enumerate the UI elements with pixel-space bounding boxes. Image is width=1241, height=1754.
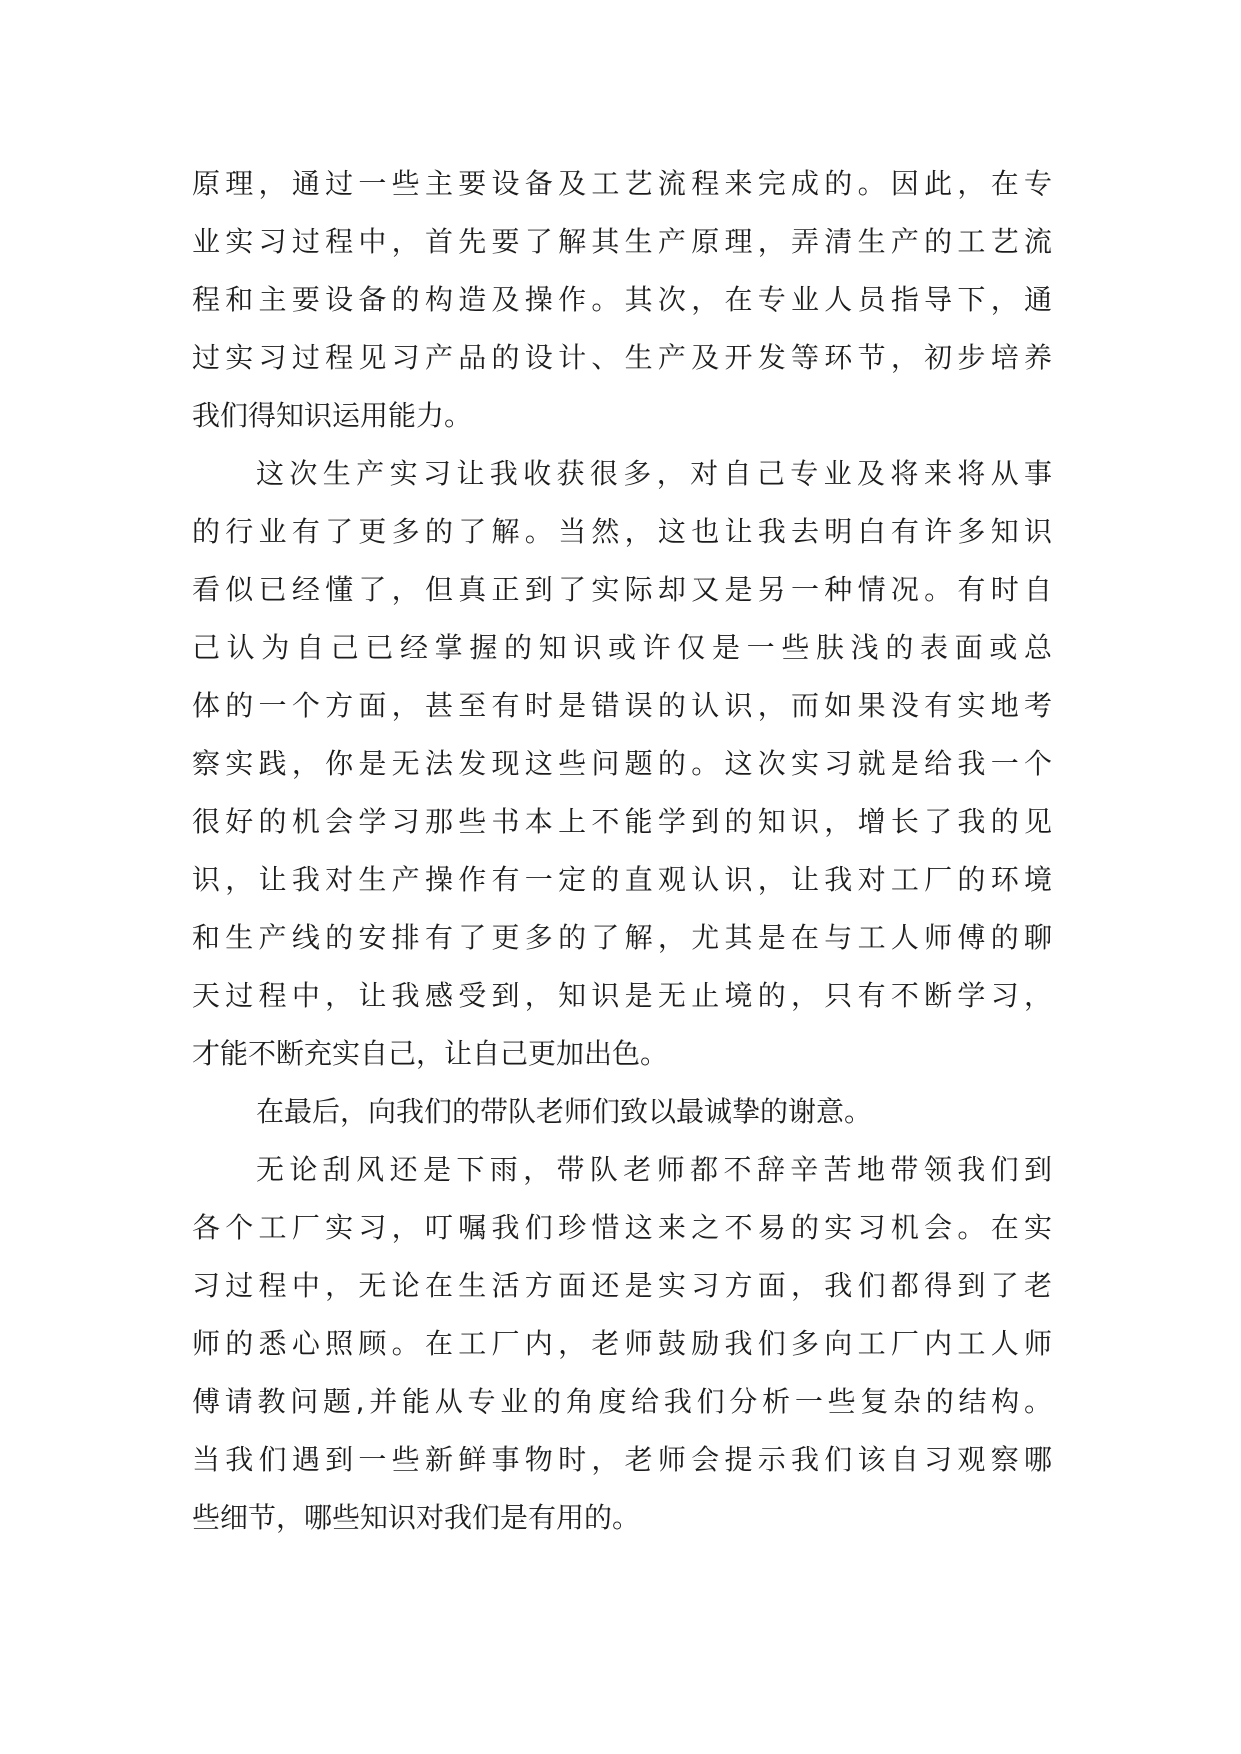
paragraph-2-line-4: 己认为自己已经掌握的知识或许仅是一些肤浅的表面或总 (192, 631, 1052, 664)
paragraph-4-line-2: 各个工厂实习，叮嘱我们珍惜这来之不易的实习机会。在实 (192, 1211, 1052, 1244)
paragraph-2-line-1: 这次生产实习让我收获很多，对自己专业及将来将从事 (256, 457, 1052, 490)
paragraph-1-line-2: 业实习过程中，首先要了解其生产原理，弄清生产的工艺流 (192, 225, 1052, 258)
paragraph-4-line-1: 无论刮风还是下雨，带队老师都不辞辛苦地带领我们到 (256, 1153, 1052, 1186)
paragraph-3-line-1: 在最后，向我们的带队老师们致以最诚挚的谢意。 (256, 1095, 873, 1128)
paragraph-2-line-2: 的行业有了更多的了解。当然，这也让我去明白有许多知识 (192, 515, 1052, 548)
paragraph-2-line-7: 很好的机会学习那些书本上不能学到的知识，增长了我的见 (192, 805, 1052, 838)
paragraph-2-line-3: 看似已经懂了，但真正到了实际却又是另一种情况。有时自 (192, 573, 1052, 606)
paragraph-2-line-11: 才能不断充实自己，让自己更加出色。 (192, 1037, 669, 1070)
paragraph-1-line-1: 原理，通过一些主要设备及工艺流程来完成的。因此，在专 (192, 167, 1052, 200)
paragraph-2-line-6: 察实践，你是无法发现这些问题的。这次实习就是给我一个 (192, 747, 1052, 780)
paragraph-1-line-5: 我们得知识运用能力。 (192, 399, 473, 432)
paragraph-2-line-5: 体的一个方面，甚至有时是错误的认识，而如果没有实地考 (192, 689, 1052, 722)
paragraph-4-line-4: 师的悉心照顾。在工厂内，老师鼓励我们多向工厂内工人师 (192, 1327, 1052, 1360)
paragraph-4-line-6: 当我们遇到一些新鲜事物时，老师会提示我们该自习观察哪 (192, 1443, 1052, 1476)
paragraph-2-line-8: 识，让我对生产操作有一定的直观认识，让我对工厂的环境 (192, 863, 1052, 896)
paragraph-4-line-3: 习过程中，无论在生活方面还是实习方面，我们都得到了老 (192, 1269, 1052, 1302)
paragraph-4-line-7: 些细节，哪些知识对我们是有用的。 (192, 1501, 641, 1534)
paragraph-4-line-5: 傅请教问题,并能从专业的角度给我们分析一些复杂的结构。 (192, 1385, 1052, 1418)
paragraph-2-line-9: 和生产线的安排有了更多的了解，尤其是在与工人师傅的聊 (192, 921, 1052, 954)
paragraph-2-line-10: 天过程中，让我感受到，知识是无止境的，只有不断学习， (192, 979, 1052, 1012)
paragraph-1-line-4: 过实习过程见习产品的设计、生产及开发等环节，初步培养 (192, 341, 1052, 374)
paragraph-1-line-3: 程和主要设备的构造及操作。其次，在专业人员指导下，通 (192, 283, 1052, 316)
